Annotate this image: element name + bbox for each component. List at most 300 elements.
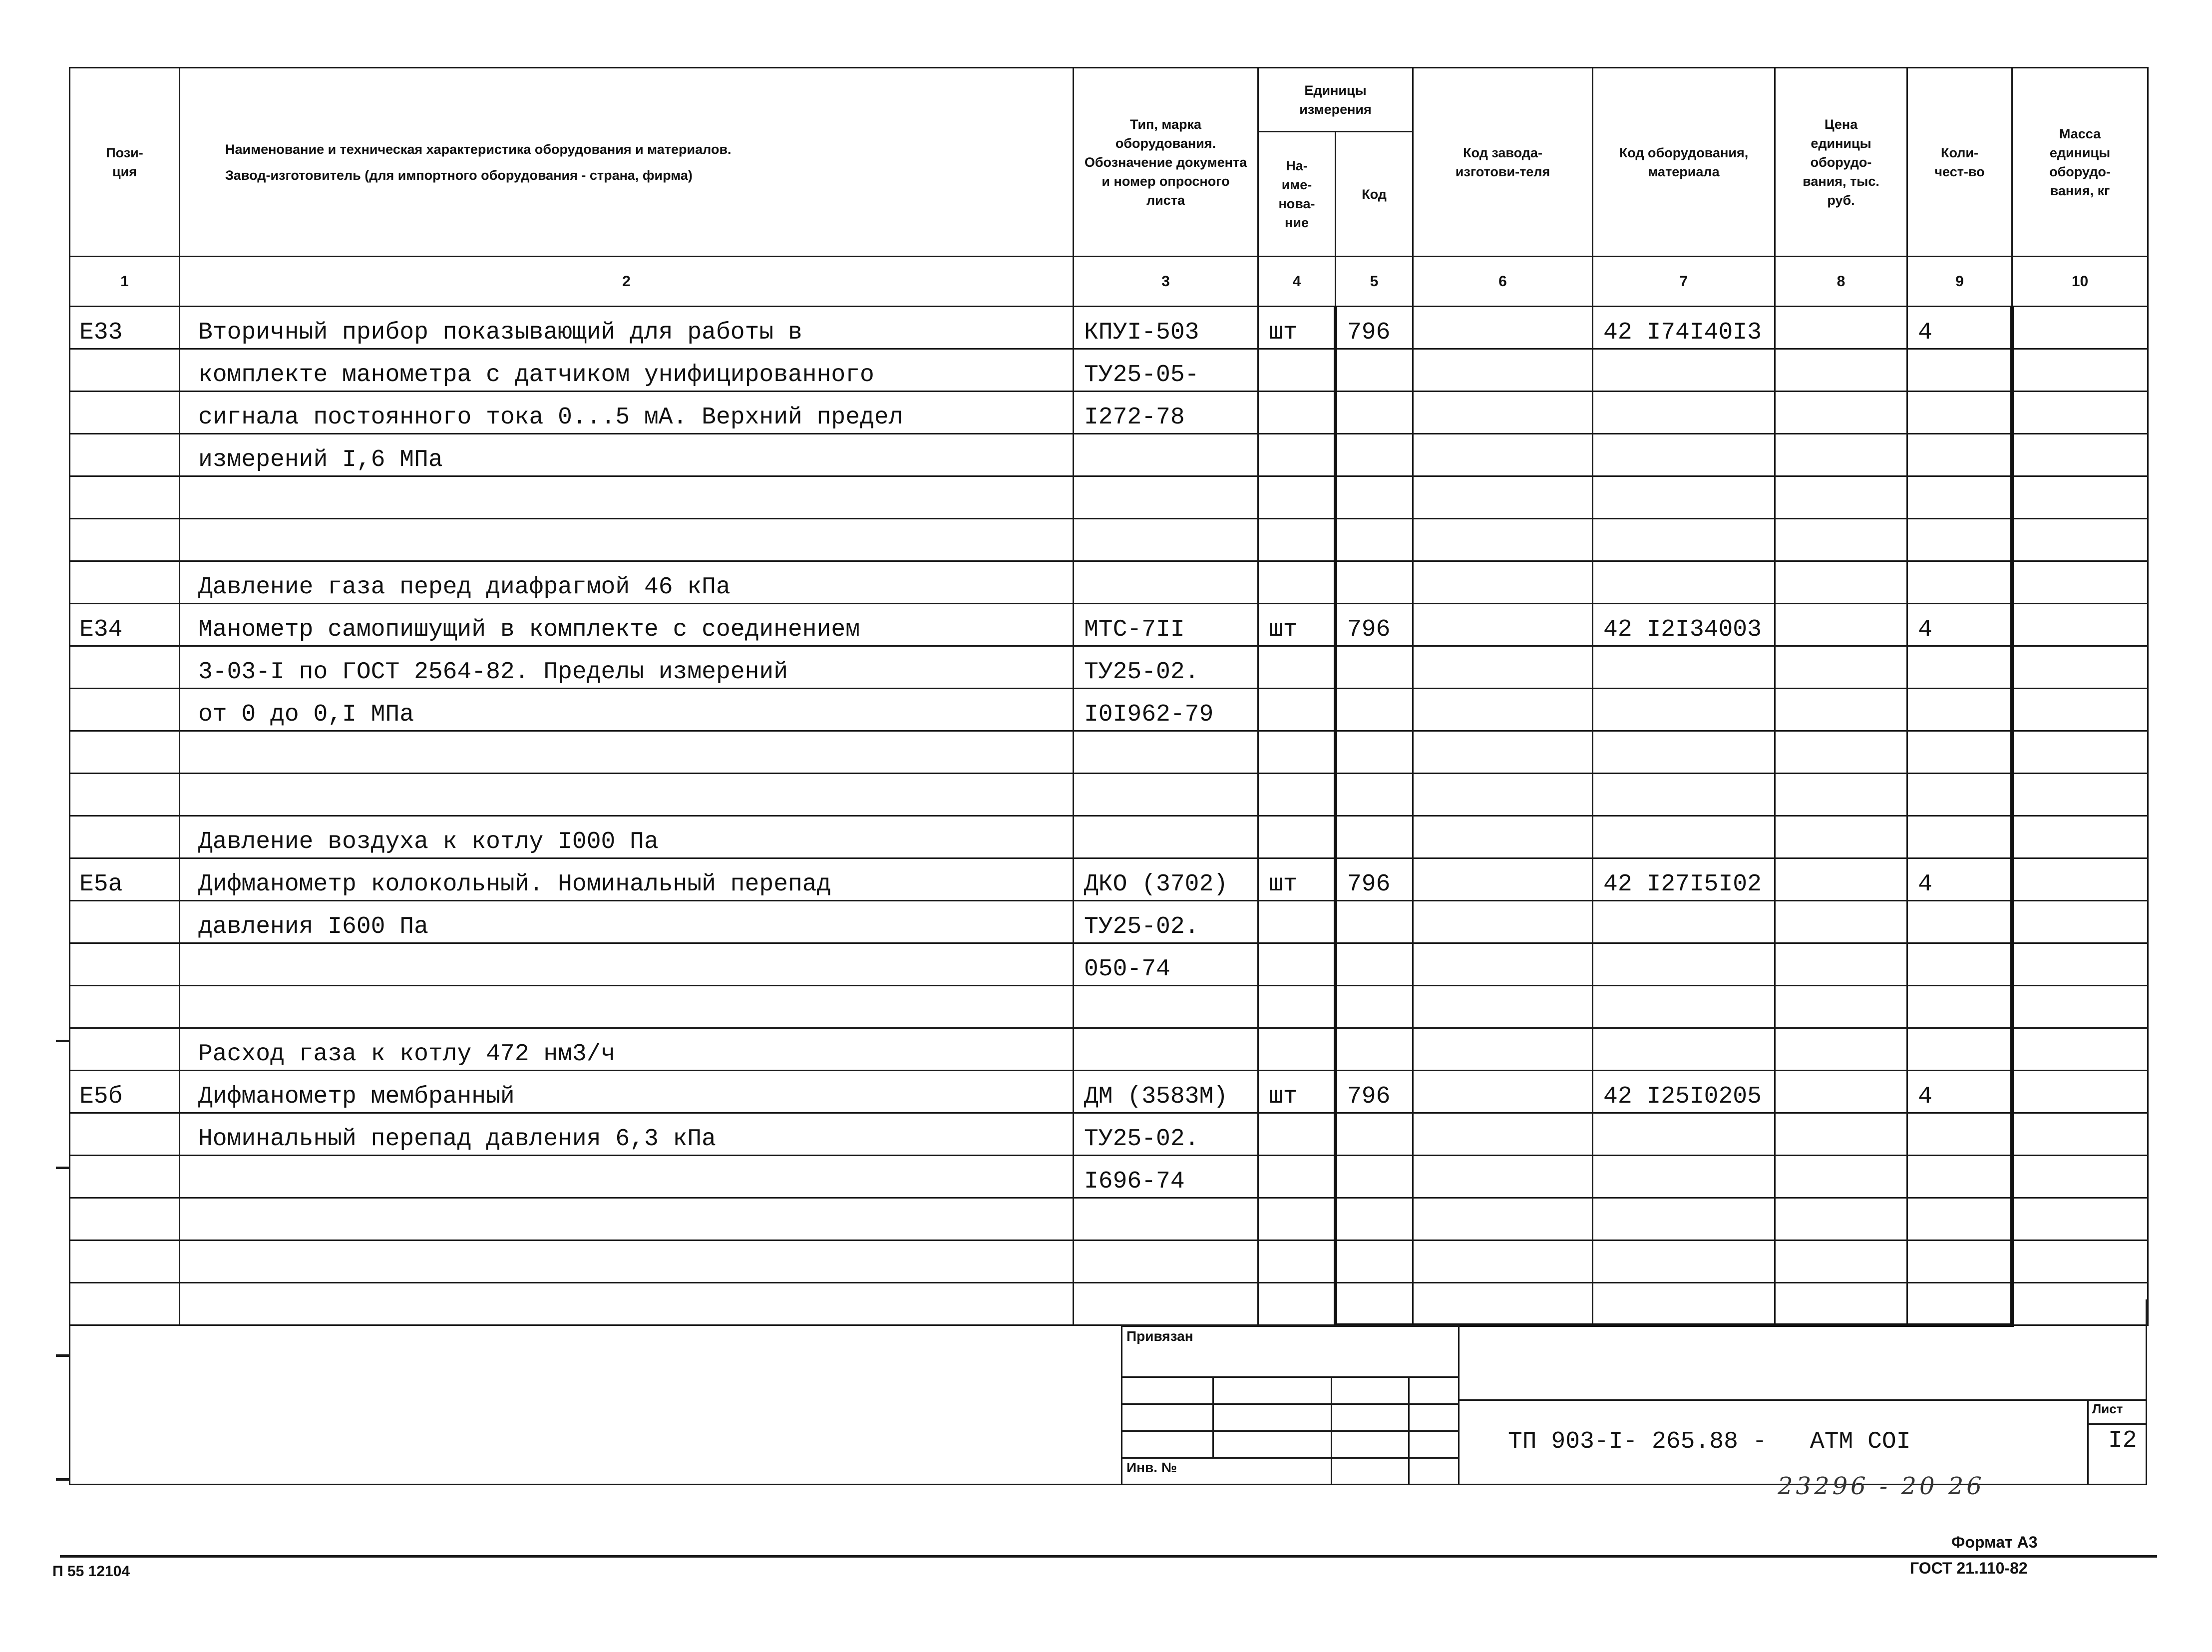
description-cell [180,986,1074,1028]
unit-name-cell [1258,646,1336,689]
price-cell [1775,689,1907,731]
equipment-code-cell: 42 I25I0205 [1593,1071,1775,1113]
unit-name-cell: шт [1258,858,1336,901]
position-cell [70,519,180,561]
sheet-rule [2087,1423,2147,1425]
price-cell [1775,901,1907,943]
column-number: 5 [1336,257,1413,307]
manufacturer-code-cell [1413,1156,1593,1198]
mass-cell [2012,349,2148,392]
mass-cell [2012,392,2148,434]
manufacturer-code-cell [1413,731,1593,774]
description-cell [180,731,1074,774]
price-cell [1775,561,1907,604]
column-numbers-row [70,257,2148,307]
binding-rule [1212,1376,1214,1457]
unit-name-cell [1258,519,1336,561]
unit-name-cell [1258,1028,1336,1071]
table-row [70,1113,2148,1156]
table-row [70,1028,2148,1071]
mass-cell [2012,307,2148,349]
manufacturer-code-cell [1413,561,1593,604]
quantity-cell: 4 [1907,307,2012,349]
manufacturer-code-cell [1413,1071,1593,1113]
equipment-code-cell: 42 I2I34003 [1593,604,1775,646]
header-manufacturer-code: Код завода-изготови-теля [1413,68,1593,257]
position-cell [70,943,180,986]
position-cell [70,816,180,858]
mass-cell [2012,604,2148,646]
column-number: 8 [1775,257,1907,307]
manufacturer-code-cell [1413,519,1593,561]
table-header [70,68,2148,307]
bound-label: Привязан [1126,1328,1193,1344]
quantity-cell [1907,986,2012,1028]
position-cell [70,1113,180,1156]
mass-cell [2012,901,2148,943]
title-block [69,1299,2147,1485]
type-cell: ДКО (3702) [1074,858,1258,901]
equipment-code-cell [1593,561,1775,604]
table-row [70,646,2148,689]
type-cell: ДМ (3583М) [1074,1071,1258,1113]
table-row [70,816,2148,858]
unit-code-cell [1336,1156,1413,1198]
header-unit-name: На-име-нова-ние [1258,132,1336,257]
header-equipment-code: Код оборудования, материала [1593,68,1775,257]
unit-code-cell [1336,646,1413,689]
description-cell: Дифманометр мембранный [180,1071,1074,1113]
price-cell [1775,1156,1907,1198]
position-cell: Е34 [70,604,180,646]
manufacturer-code-cell [1413,858,1593,901]
mass-cell [2012,561,2148,604]
description-cell [180,519,1074,561]
column-number: 9 [1907,257,2012,307]
header-description-line2: Завод-изготовитель (для импортного оборудования - страна, фирма) [225,167,693,183]
description-cell: Номинальный перепад давления 6,3 кПа [180,1113,1074,1156]
type-cell [1074,986,1258,1028]
quantity-cell [1907,646,2012,689]
price-cell [1775,943,1907,986]
table-row [70,1071,2148,1113]
unit-name-cell [1258,901,1336,943]
mass-cell [2012,943,2148,986]
table-row [70,561,2148,604]
price-cell [1775,731,1907,774]
type-cell [1074,1028,1258,1071]
type-cell [1074,561,1258,604]
document-designation: ТП 903-I- 265.88 - АТМ СОI [1508,1428,1911,1455]
equipment-code-cell [1593,519,1775,561]
handwritten-number: 23296 - 20 26 [1778,1472,1985,1500]
price-cell [1775,392,1907,434]
equipment-code-cell [1593,476,1775,519]
unit-name-cell [1258,434,1336,476]
price-cell [1775,307,1907,349]
unit-code-cell: 796 [1336,1071,1413,1113]
table-row [70,349,2148,392]
column-number: 3 [1074,257,1258,307]
unit-code-cell [1336,689,1413,731]
header-units-group: Единицы измерения [1258,68,1413,132]
unit-code-cell [1336,434,1413,476]
type-cell: ТУ25-05- [1074,349,1258,392]
manufacturer-code-cell [1413,1240,1593,1283]
table-row [70,1240,2148,1283]
table-row [70,519,2148,561]
manufacturer-code-cell [1413,1198,1593,1240]
manufacturer-code-cell [1413,646,1593,689]
price-cell [1775,1028,1907,1071]
equipment-code-cell [1593,1028,1775,1071]
header-position: Пози- ция [70,68,180,257]
margin-tick [56,1040,70,1042]
price-cell [1775,858,1907,901]
description-cell [180,943,1074,986]
description-cell [180,1156,1074,1198]
equipment-code-cell [1593,774,1775,816]
unit-code-cell: 796 [1336,604,1413,646]
mass-cell [2012,1113,2148,1156]
description-cell: измерений I,6 МПа [180,434,1074,476]
equipment-code-cell [1593,1113,1775,1156]
type-cell [1074,774,1258,816]
price-cell [1775,774,1907,816]
position-cell [70,1198,180,1240]
type-cell: КПУI-503 [1074,307,1258,349]
mass-cell [2012,519,2148,561]
unit-name-cell [1258,1240,1336,1283]
mass-cell [2012,434,2148,476]
unit-code-cell [1336,943,1413,986]
table-row [70,604,2148,646]
header-quantity: Коли-чест-во [1907,68,2012,257]
description-cell: давления I600 Па [180,901,1074,943]
equipment-code-cell [1593,349,1775,392]
header-description-line1: Наименование и техническая характеристика оборудования и материалов. [225,141,732,157]
sheet-label: Лист [2092,1401,2123,1416]
mass-cell [2012,816,2148,858]
margin-tick [56,1167,70,1169]
unit-code-cell [1336,349,1413,392]
type-cell [1074,434,1258,476]
specification-table [69,67,2149,1327]
unit-code-cell [1336,901,1413,943]
position-cell [70,349,180,392]
quantity-cell [1907,519,2012,561]
position-cell [70,561,180,604]
unit-name-cell [1258,349,1336,392]
description-cell: Давление газа перед диафрагмой 46 кПа [180,561,1074,604]
mass-cell [2012,774,2148,816]
type-cell: МТС-7II [1074,604,1258,646]
type-cell [1074,476,1258,519]
table-row [70,986,2148,1028]
description-cell [180,1198,1074,1240]
quantity-cell [1907,689,2012,731]
margin-tick [56,1354,70,1357]
sheet-number: I2 [2108,1427,2137,1454]
equipment-code-cell: 42 I74I40I3 [1593,307,1775,349]
equipment-code-cell [1593,434,1775,476]
unit-name-cell [1258,1198,1336,1240]
price-cell [1775,646,1907,689]
inventory-number-label: Инв. № [1126,1460,1177,1475]
header-description [180,68,1074,257]
manufacturer-code-cell [1413,476,1593,519]
table-row [70,858,2148,901]
price-cell [1775,1198,1907,1240]
unit-code-cell [1336,392,1413,434]
quantity-cell [1907,392,2012,434]
unit-code-cell [1336,561,1413,604]
unit-code-cell: 796 [1336,307,1413,349]
table-row [70,731,2148,774]
header-unit-mass: Масса единицы оборудо-вания, кг [2012,68,2148,257]
position-cell: Е5а [70,858,180,901]
table-body [70,307,2148,1325]
format-label: Формат А3 [1951,1533,2038,1551]
manufacturer-code-cell [1413,986,1593,1028]
type-cell [1074,731,1258,774]
unit-code-cell [1336,476,1413,519]
manufacturer-code-cell [1413,434,1593,476]
quantity-cell [1907,1156,2012,1198]
price-cell [1775,816,1907,858]
quantity-cell: 4 [1907,1071,2012,1113]
mass-cell [2012,689,2148,731]
quantity-cell: 4 [1907,858,2012,901]
description-cell [180,774,1074,816]
price-cell [1775,604,1907,646]
type-cell: I696-74 [1074,1156,1258,1198]
header-unit-code: Код [1336,132,1413,257]
manufacturer-code-cell [1413,774,1593,816]
standard-label: ГОСТ 21.110-82 [1910,1559,2028,1577]
unit-code-cell [1336,1198,1413,1240]
quantity-cell [1907,1240,2012,1283]
position-cell [70,1240,180,1283]
price-cell [1775,476,1907,519]
position-cell [70,731,180,774]
position-cell [70,986,180,1028]
type-cell [1074,1198,1258,1240]
column-number: 1 [70,257,180,307]
price-cell [1775,986,1907,1028]
header-unit-price: Цена единицы оборудо-вания, тыс. руб. [1775,68,1907,257]
quantity-cell [1907,731,2012,774]
mass-cell [2012,1156,2148,1198]
type-cell: I0I962-79 [1074,689,1258,731]
type-cell: ТУ25-02. [1074,646,1258,689]
equipment-code-cell [1593,731,1775,774]
manufacturer-code-cell [1413,816,1593,858]
manufacturer-code-cell [1413,689,1593,731]
equipment-code-cell [1593,1156,1775,1198]
quantity-cell [1907,434,2012,476]
unit-name-cell: шт [1258,1071,1336,1113]
table-row [70,1198,2148,1240]
description-cell [180,1240,1074,1283]
position-cell [70,1028,180,1071]
position-cell [70,434,180,476]
unit-code-cell [1336,519,1413,561]
equipment-code-cell [1593,816,1775,858]
equipment-code-cell [1593,689,1775,731]
unit-name-cell [1258,392,1336,434]
bottom-rule [60,1555,2157,1558]
unit-name-cell [1258,986,1336,1028]
mass-cell [2012,646,2148,689]
table-row [70,392,2148,434]
column-number: 6 [1413,257,1593,307]
unit-name-cell [1258,731,1336,774]
quantity-cell: 4 [1907,604,2012,646]
description-cell: комплекте манометра с датчиком унифицированного [180,349,1074,392]
description-cell: Давление воздуха к котлу I000 Па [180,816,1074,858]
type-cell: 050-74 [1074,943,1258,986]
unit-code-cell [1336,731,1413,774]
manufacturer-code-cell [1413,392,1593,434]
position-cell: Е33 [70,307,180,349]
manufacturer-code-cell [1413,943,1593,986]
description-cell: Расход газа к котлу 472 нм3/ч [180,1028,1074,1071]
type-cell [1074,816,1258,858]
equipment-code-cell [1593,1198,1775,1240]
quantity-cell [1907,561,2012,604]
header-type: Тип, марка оборудования. Обозначение документа и номер опросного листа [1074,68,1258,257]
description-cell: Дифманометр колокольный. Номинальный перепад [180,858,1074,901]
table-row [70,434,2148,476]
position-cell [70,646,180,689]
price-cell [1775,434,1907,476]
unit-name-cell [1258,774,1336,816]
unit-name-cell [1258,561,1336,604]
equipment-code-cell [1593,646,1775,689]
price-cell [1775,519,1907,561]
column-number: 2 [180,257,1074,307]
table-row [70,476,2148,519]
mass-cell [2012,1028,2148,1071]
column-number: 10 [2012,257,2148,307]
column-number: 7 [1593,257,1775,307]
unit-code-cell [1336,986,1413,1028]
unit-name-cell [1258,816,1336,858]
unit-code-cell [1336,1028,1413,1071]
quantity-cell [1907,349,2012,392]
description-cell: Вторичный прибор показывающий для работы в [180,307,1074,349]
quantity-cell [1907,1113,2012,1156]
unit-name-cell: шт [1258,604,1336,646]
table-row [70,1156,2148,1198]
table-row [70,901,2148,943]
unit-name-cell [1258,943,1336,986]
price-cell [1775,1071,1907,1113]
mass-cell [2012,476,2148,519]
table-row [70,774,2148,816]
unit-name-cell [1258,1156,1336,1198]
equipment-code-cell [1593,1240,1775,1283]
mass-cell [2012,858,2148,901]
equipment-code-cell [1593,943,1775,986]
description-cell: Манометр самопишущий в комплекте с соединением [180,604,1074,646]
unit-name-cell [1258,476,1336,519]
quantity-cell [1907,816,2012,858]
unit-code-cell [1336,1240,1413,1283]
position-cell [70,476,180,519]
corner-code: П 55 12104 [52,1563,130,1580]
quantity-cell [1907,943,2012,986]
table-row [70,943,2148,986]
mass-cell [2012,1071,2148,1113]
title-rule [1460,1399,2147,1401]
price-cell [1775,349,1907,392]
quantity-cell [1907,774,2012,816]
equipment-code-cell [1593,392,1775,434]
unit-code-cell [1336,1113,1413,1156]
unit-name-cell [1258,689,1336,731]
equipment-code-cell [1593,901,1775,943]
position-cell: Е5б [70,1071,180,1113]
equipment-code-cell: 42 I27I5I02 [1593,858,1775,901]
unit-name-cell [1258,1113,1336,1156]
manufacturer-code-cell [1413,1028,1593,1071]
price-cell [1775,1240,1907,1283]
unit-code-cell: 796 [1336,858,1413,901]
manufacturer-code-cell [1413,1113,1593,1156]
quantity-cell [1907,476,2012,519]
unit-code-cell [1336,816,1413,858]
manufacturer-code-cell [1413,901,1593,943]
binding-rule [1331,1376,1332,1485]
position-cell [70,689,180,731]
description-cell: 3-03-I по ГОСТ 2564-82. Пределы измерений [180,646,1074,689]
table-row [70,689,2148,731]
position-cell [70,392,180,434]
unit-code-cell [1336,774,1413,816]
unit-name-cell: шт [1258,307,1336,349]
manufacturer-code-cell [1413,349,1593,392]
description-cell: сигнала постоянного тока 0...5 мА. Верхний предел [180,392,1074,434]
margin-tick [56,1478,70,1481]
quantity-cell [1907,1028,2012,1071]
position-cell [70,901,180,943]
type-cell [1074,519,1258,561]
mass-cell [2012,1240,2148,1283]
position-cell [70,774,180,816]
quantity-cell [1907,1198,2012,1240]
equipment-code-cell [1593,986,1775,1028]
mass-cell [2012,986,2148,1028]
description-cell [180,476,1074,519]
column-number: 4 [1258,257,1336,307]
mass-cell [2012,1198,2148,1240]
type-cell [1074,1240,1258,1283]
position-cell [70,1156,180,1198]
table-row [70,307,2148,349]
description-cell: от 0 до 0,I МПа [180,689,1074,731]
binding-rule [1408,1376,1410,1485]
mass-cell [2012,731,2148,774]
price-cell [1775,1113,1907,1156]
type-cell: ТУ25-02. [1074,1113,1258,1156]
type-cell: ТУ25-02. [1074,901,1258,943]
quantity-cell [1907,901,2012,943]
manufacturer-code-cell [1413,604,1593,646]
manufacturer-code-cell [1413,307,1593,349]
type-cell: I272-78 [1074,392,1258,434]
